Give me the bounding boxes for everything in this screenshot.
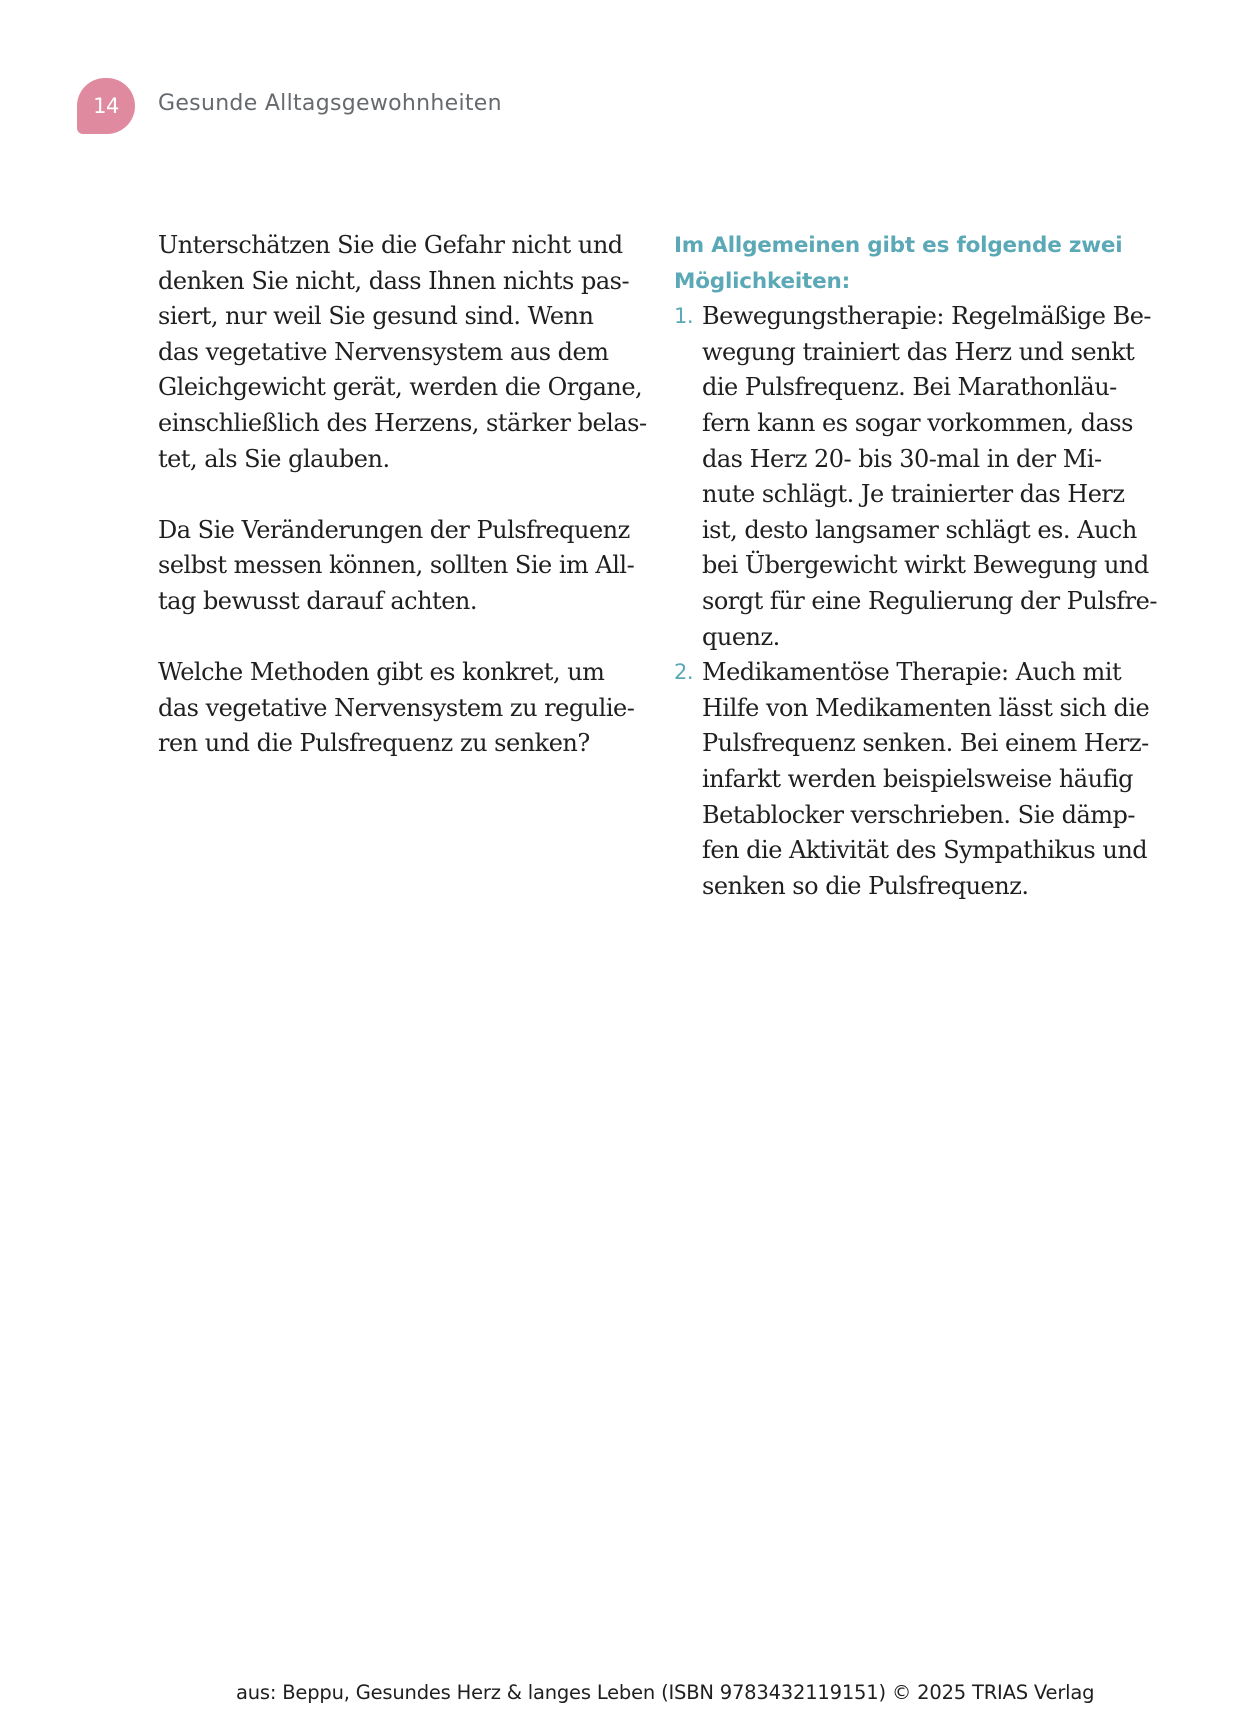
text-line: denken Sie nicht, dass Ihnen nichts pas- [158,266,630,295]
text-line: senken so die Pulsfrequenz. [702,871,1029,900]
text-line: das vegetative Nervensystem zu regulie- [158,693,635,722]
subheading [674,228,1154,299]
text-line: sorgt für eine Regulierung der Pulsfre- [702,586,1157,615]
text-line: Pulsfrequenz senken. Bei einem Herz- [702,729,1149,758]
text-line: ist, desto langsamer schlägt es. Auch [702,515,1137,544]
text-line: ren und die Pulsfrequenz zu senken? [158,729,590,758]
page-number-badge: 14 [77,78,135,134]
paragraph [158,513,635,620]
text-line: fern kann es sogar vorkommen, dass [702,408,1133,437]
text-line: das vegetative Nervensystem aus dem [158,337,609,366]
text-line: tag bewusst darauf achten. [158,586,477,615]
subheading-line: Möglichkeiten: [674,268,850,294]
text-line: Bewegungstherapie: Regelmäßige Be- [702,302,1152,331]
text-line: Medikamentöse Therapie: Auch mit [702,658,1122,687]
text-line: Unterschätzen Sie die Gefahr nicht und [158,231,623,259]
text-line: tet, als Sie glauben. [158,444,390,473]
left-column [158,228,647,798]
numbered-list [674,299,1157,904]
text-line: die Pulsfrequenz. Bei Marathonläu- [702,373,1117,402]
text-line: einschließlich des Herzens, stärker belas- [158,408,647,437]
text-line: siert, nur weil Sie gesund sind. Wenn [158,302,594,331]
list-number: 1. [674,304,694,329]
text-line: bei Übergewicht wirkt Bewegung und [702,551,1149,580]
right-column [674,228,1157,904]
text-line: das Herz 20- bis 30-mal in der Mi- [702,444,1102,473]
list-item [674,299,1157,655]
text-line: Da Sie Veränderungen der Pulsfrequenz [158,515,630,544]
text-line: nute schlägt. Je trainierter das Herz [702,480,1125,509]
text-line: fen die Aktivität des Sympathikus und [702,836,1148,865]
paragraph [158,655,635,762]
paragraph [158,228,647,477]
text-line: infarkt werden beispielsweise häufig [702,764,1133,793]
text-line: Welche Methoden gibt es konkret, um [158,658,605,687]
source-footer: aus: Beppu, Gesundes Herz & langes Leben (ISBN 9783432119151) © 2025 TRIAS Verlag [236,1681,1095,1704]
text-line: wegung trainiert das Herz und senkt [702,337,1135,366]
running-head: Gesunde Alltagsgewohnheiten [158,91,502,116]
text-line: selbst messen können, sollten Sie im All- [158,551,635,580]
list-item [674,655,1154,904]
text-line: Hilfe von Medikamenten lässt sich die [702,693,1150,722]
list-number: 2. [674,660,694,685]
text-line: quenz. [702,622,780,651]
subheading-line: Im Allgemeinen gibt es folgende zwei [674,233,1123,258]
text-line: Gleichgewicht gerät, werden die Organe, [158,373,643,402]
text-line: Betablocker verschrieben. Sie dämp- [702,800,1136,829]
